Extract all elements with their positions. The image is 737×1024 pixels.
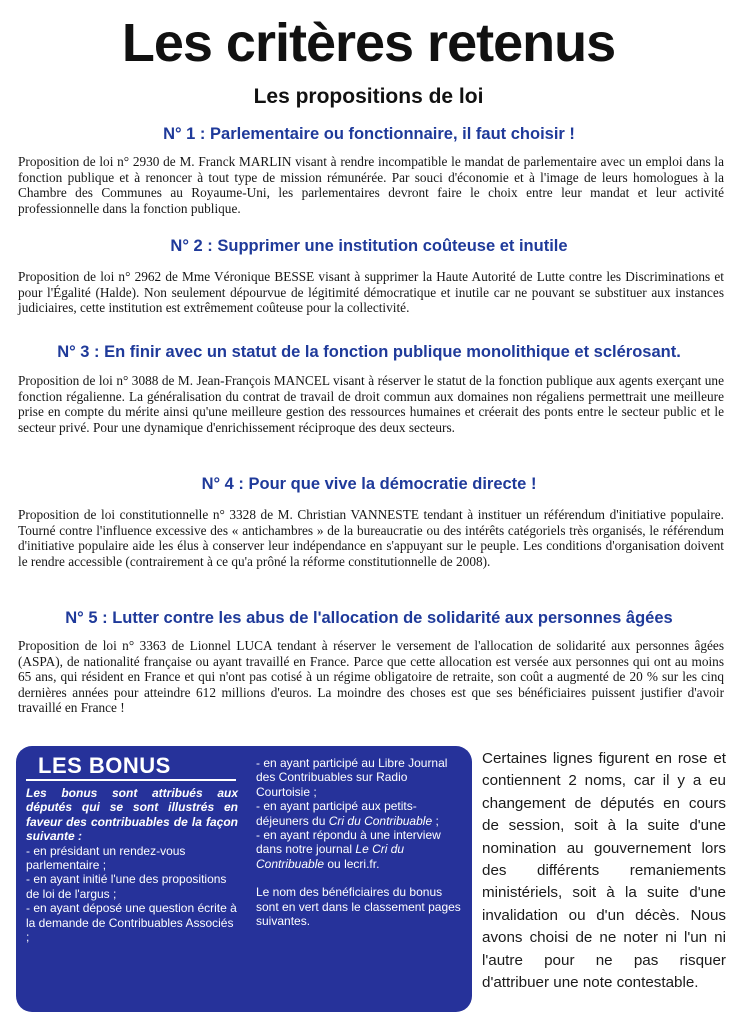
bonus-item-interview-text: - en ayant répondu à une interview dans notre journal <box>256 828 441 857</box>
bonus-item-breakfast <box>256 799 464 828</box>
page-subtitle: Les propositions de loi <box>253 85 484 108</box>
bonus-item-question: - en ayant déposé une question écrite à la demande de Contribuables Associés ; <box>26 901 237 945</box>
page-title: Les critères retenus <box>121 13 616 73</box>
section-4-heading: N° 4 : Pour que vive la démocratie directe ! <box>201 475 537 493</box>
bonus-item-proposition: - en ayant initié l'une des propositions de loi de l'argus ; <box>26 872 227 901</box>
bonus-item-radio: - en ayant participé au Libre Journal des Contribuables sur Radio Courtoisie ; <box>256 756 448 799</box>
section-1-body: Proposition de loi n° 2930 de M. Franck MARLIN visant à rendre incompatible le mandat de parlementaire avec un emploi dans la fonction publique et à renoncer à tout type de mission rémunérée. Par souci d'économie et à l'image de leurs homologues à la Chambre des Communes au Royaume-Uni, les parlementaires devront faire le choix entre leur mandat et leur activité professionnelle dans la fonction publique. <box>18 154 724 216</box>
bonus-item-breakfast-journal: Cri du Contribuable <box>328 813 433 828</box>
section-3-heading: N° 3 : En finir avec un statut de la fonction publique monolithique et sclérosant. <box>57 343 681 361</box>
bonus-item-breakfast-text: - en ayant participé aux petits-déjeuners du <box>256 799 417 828</box>
section-5-heading: N° 5 : Lutter contre les abus de l'allocation de solidarité aux personnes âgées <box>65 609 673 627</box>
bonus-right-column <box>256 756 464 928</box>
section-2-heading: N° 2 : Supprimer une institution coûteuse et inutile <box>170 237 568 255</box>
bonus-title: LES BONUS <box>38 753 171 778</box>
bonus-intro: Les bonus sont attribués aux députés qui se sont illustrés en faveur des contribuables de la façon suivante : <box>26 786 238 844</box>
section-5-body: Proposition de loi n° 3363 de Lionnel LUCA tendant à réserver le versement de l'allocation de solidarité aux personnes âgées (ASPA), de nationalité française ou ayant travaillé en France. Parce que cette allocation est versée aux personnes qui ont au moins 65 ans, qui résident en France et qui n'ont pas cotisé à un régime obligatoire de retraite, son coût a augmenté de 20 % sur les cinq dernières années pour atteindre 612 millions d'euros. La moindre des choses est que ses bénéficiaires puissent justifier d'avoir travaillé en France ! <box>18 638 724 716</box>
bonus-box <box>16 746 472 1012</box>
bonus-left-column <box>26 786 238 944</box>
section-4-body: Proposition de loi constitutionnelle n° 3328 de M. Christian VANNESTE tendant à instituer un référendum d'initiative populaire. Tourné contre l'influence excessive des « antichambres » de la bureaucratie ou des intérêts catégoriels très organisés, le référendum d'initiative populaire aide les élus à conserver leur indépendance en s'appuyant sur le peuple. Les conditions d'organisation doivent le rendre accessible (contrairement à ce qu'a prôné la réforme constitutionnelle de 2008). <box>18 507 724 569</box>
section-3-body: Proposition de loi n° 3088 de M. Jean-François MANCEL visant à réserver le statut de la fonction publique aux agents exerçant une fonction régalienne. La généralisation du contrat de travail de droit commun aux domaines non régaliens permettrait une meilleure prise en compte du mérite ainsi qu'une meilleure gestion des ressources humaines et créerait des ponts entre le secteur public et le secteur privé. Pour une dynamique d'enrichissement réciproque des deux secteurs. <box>18 373 724 435</box>
bonus-item-breakfast-end: ; <box>432 813 439 828</box>
bonus-item-president: - en présidant un rendez-vous parlementaire ; <box>26 843 186 873</box>
bonus-item-interview-journal: Le Cri du Contribuable <box>256 842 405 871</box>
section-2-body: Proposition de loi n° 2962 de Mme Véronique BESSE visant à supprimer la Haute Autorité de Lutte contre les Discriminations et pour l'Égalité (Halde). Non seulement dépourvue de légitimité démocratique et inutile car ne pouvant se substituer aux instances judiciaires, cette institution est extrêmement coûteuse pour la collectivité. <box>18 269 724 316</box>
section-1-heading: N° 1 : Parlementaire ou fonctionnaire, il faut choisir ! <box>163 125 575 143</box>
bonus-item-interview <box>256 828 464 871</box>
bonus-title-underline <box>26 779 236 781</box>
side-note: Certaines lignes figurent en rose et contiennent 2 noms, car il y a eu changement de députés en cours de session, soit à la suite d'une nomination au gouvernement lors des différents remaniements ministériels, soit à la suite d'une invalidation ou d'un décès. Nous avons choisi de ne noter ni l'un ni l'autre pour ne pas risquer d'attribuer une note contestable. <box>482 750 726 992</box>
bonus-item-interview-end: ou lecri.fr. <box>324 856 380 871</box>
bonus-footer-note: Le nom des bénéficiaires du bonus sont en vert dans le classement pages suivantes. <box>256 885 461 929</box>
